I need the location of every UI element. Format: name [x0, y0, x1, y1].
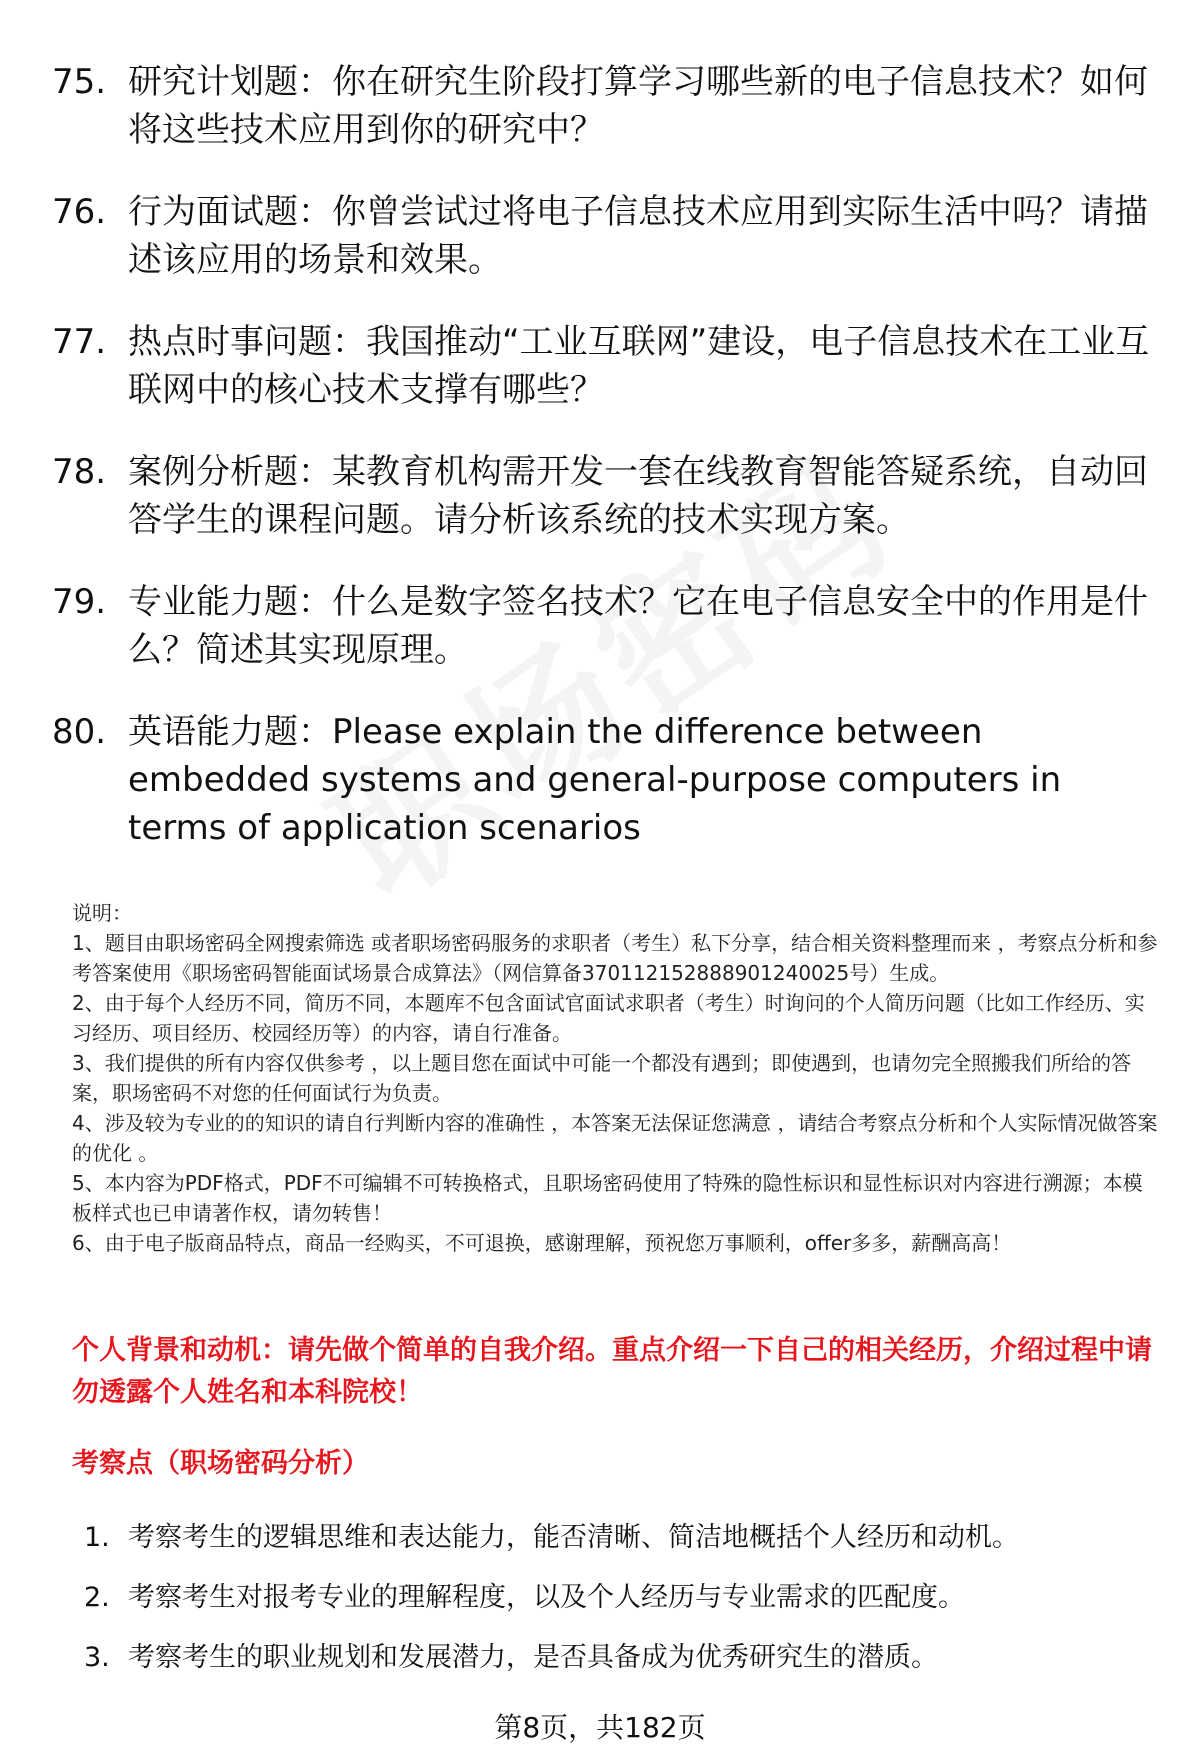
question-text: 英语能力题：Please explain the difference between embedded systems and general-purpose computers in terms of application scenarios	[128, 712, 1062, 848]
question-item	[52, 318, 1162, 414]
point-number: 2.	[84, 1582, 110, 1613]
point-number: 3.	[84, 1642, 110, 1673]
question-item	[52, 448, 1162, 544]
note-item: 1、题目由职场密码全网搜索筛选 或者职场密码服务的求职者（考生）私下分享，结合相关资料整理而来 ，考察点分析和参考答案使用《职场密码智能面试场景合成算法》（网信算备370112152888901240025号）生成。	[72, 931, 1158, 985]
notes-title: 说明：	[72, 901, 132, 925]
note-item: 4、涉及较为专业的的知识的请自行判断内容的准确性 ，本答案无法保证您满意 ，请结合考察点分析和个人实际情况做答案的优化 。	[72, 1111, 1158, 1165]
point-text: 考察考生的逻辑思维和表达能力，能否清晰、简洁地概括个人经历和动机。	[128, 1522, 1019, 1553]
point-text: 考察考生对报考专业的理解程度，以及个人经历与专业需求的匹配度。	[128, 1582, 965, 1613]
page-footer: 第8页，共182页	[494, 1711, 706, 1744]
question-number: 78.	[52, 452, 107, 492]
point-number: 1.	[84, 1522, 110, 1553]
question-number: 80.	[52, 712, 107, 752]
question-text: 案例分析题：某教育机构需开发一套在线教育智能答疑系统，自动回答学生的课程问题。请分析该系统的技术实现方案。	[128, 452, 1148, 540]
question-text: 热点时事问题：我国推动“工业互联网”建设，电子信息技术在工业互联网中的核心技术支撑有哪些？	[128, 322, 1150, 410]
note-item: 6、由于电子版商品特点，商品一经购买，不可退换，感谢理解，预祝您万事顺利，offer多多，薪酬高高！	[72, 1231, 1012, 1255]
question-item	[52, 708, 1162, 852]
note-item: 2、由于每个人经历不同，简历不同，本题库不包含面试官面试求职者（考生）时询问的个人简历问题（比如工作经历、实习经历、项目经历、校园经历等）的内容，请自行准备。	[72, 991, 1145, 1045]
analysis-section-title: 考察点（职场密码分析）	[72, 1448, 369, 1479]
question-list	[52, 58, 1162, 886]
analysis-point	[84, 1578, 1164, 1618]
note-item: 5、本内容为PDF格式，PDF不可编辑不可转换格式，且职场密码使用了特殊的隐性标识和显性标识对内容进行溯源；本模板样式也已申请著作权，请勿转售！	[72, 1171, 1143, 1225]
question-text: 专业能力题：什么是数字签名技术？它在电子信息安全中的作用是什么？简述其实现原理。	[128, 582, 1148, 670]
note-item: 3、我们提供的所有内容仅供参考 ，以上题目您在面试中可能一个都没有遇到；即使遇到，也请勿完全照搬我们所给的答案，职场密码不对您的任何面试行为负责。	[72, 1051, 1132, 1105]
analysis-point	[84, 1518, 1164, 1558]
question-number: 75.	[52, 62, 107, 102]
point-text: 考察考生的职业规划和发展潜力，是否具备成为优秀研究生的潜质。	[128, 1642, 938, 1673]
interview-question-heading: 个人背景和动机：请先做个简单的自我介绍。重点介绍一下自己的相关经历，介绍过程中请勿透露个人姓名和本科院校！	[72, 1335, 1152, 1408]
question-number: 77.	[52, 322, 107, 362]
question-item	[52, 578, 1162, 674]
question-number: 76.	[52, 192, 107, 232]
analysis-points	[84, 1518, 1164, 1698]
question-item	[52, 188, 1162, 284]
question-number: 79.	[52, 582, 107, 622]
notes-section	[72, 898, 1162, 1258]
question-item	[52, 58, 1162, 154]
analysis-point	[84, 1638, 1164, 1678]
question-text: 研究计划题：你在研究生阶段打算学习哪些新的电子信息技术？如何将这些技术应用到你的研究中？	[128, 62, 1148, 150]
question-text: 行为面试题：你曾尝试过将电子信息技术应用到实际生活中吗？请描述该应用的场景和效果。	[128, 192, 1148, 280]
